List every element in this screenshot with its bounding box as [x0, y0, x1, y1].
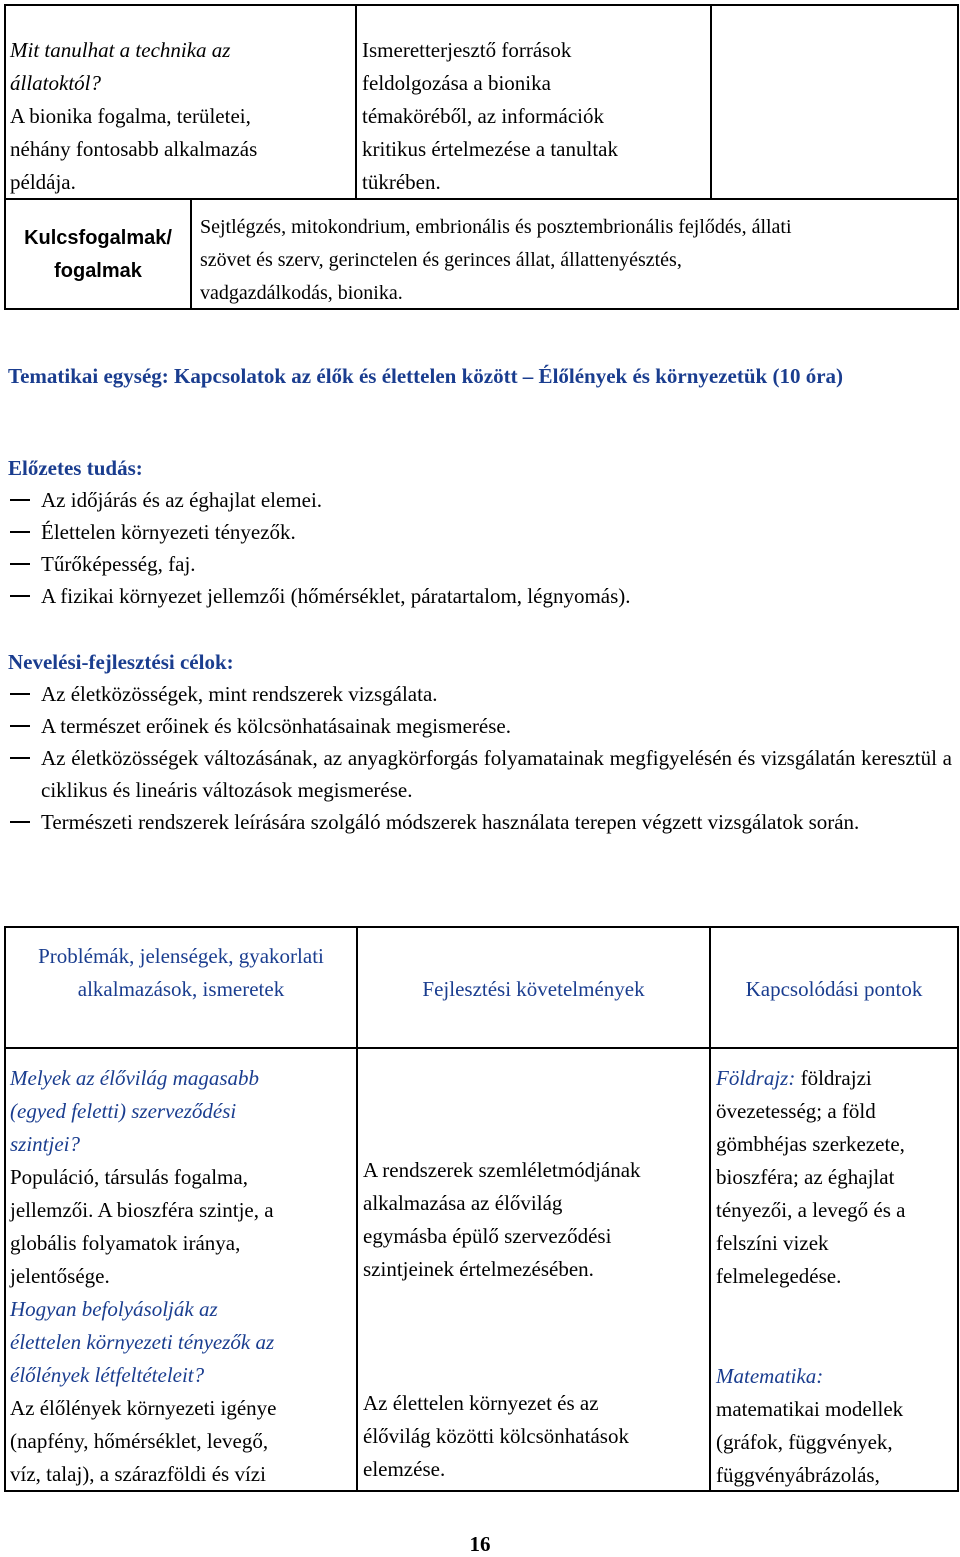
- col1-text: A bionika fogalma, területei, néhány fontosabb alkalmazás példája.: [10, 104, 258, 194]
- divider: [4, 1047, 959, 1049]
- connections-cell: Földrajz: földrajzi övezetesség; a föld gömbhéjas szerkezete, bioszféra; az éghajlat tényezői, a levegő és a felszíni vizek felmelegedése.: [716, 1066, 906, 1288]
- col1-question: Mit tanulhat a technika az állatoktól?: [10, 38, 231, 95]
- goals-section: [8, 646, 952, 838]
- col2-text: Ismeretterjesztő források feldolgozása a bionika témaköréből, az információk kritikus értelmezése a tanultak tükrében.: [362, 38, 618, 194]
- divider: [710, 4, 712, 200]
- prior-knowledge-section: [8, 452, 952, 612]
- list-item: Az életközösségek változásának, az anyagkörforgás folyamatainak megfigyelésén és vizsgálatán keresztül a ciklikus és lineáris változások megismerése.: [8, 742, 952, 806]
- list-item: Tűrőképesség, faj.: [8, 548, 952, 580]
- list-item: Természeti rendszerek leírására szolgáló módszerek használata terepen végzett vizsgálatok során.: [8, 806, 952, 838]
- goals-list: [8, 678, 952, 838]
- header-connections: Kapcsolódási pontok: [745, 977, 923, 1001]
- key-concepts-label: Kulcsfogalmak/ fogalmak: [24, 227, 172, 282]
- page-number: 16: [469, 1532, 491, 1556]
- list-item: Az időjárás és az éghajlat elemei.: [8, 484, 952, 516]
- unit-title: Tematikai egység: Kapcsolatok az élők és élettelen között – Élőlények és környezetük (10 óra): [8, 364, 844, 388]
- requirements-cell-2: Az élettelen környezet és az élővilág közötti kölcsönhatások elemzése.: [363, 1391, 629, 1481]
- list-item: A fizikai környezet jellemzői (hőmérséklet, páratartalom, légnyomás).: [8, 580, 952, 612]
- divider: [709, 926, 711, 1492]
- divider: [190, 198, 192, 310]
- list-item: Élettelen környezeti tényezők.: [8, 516, 952, 548]
- prior-knowledge-heading: Előzetes tudás:: [8, 456, 143, 480]
- requirements-cell-1: A rendszerek szemléletmódjának alkalmazása az élővilág egymásba épülő szerveződési szintjeinek értelmezésében.: [363, 1158, 641, 1281]
- list-item: A természet erőinek és kölcsönhatásainak megismerése.: [8, 710, 952, 742]
- divider: [356, 926, 358, 1492]
- subject-geography: Földrajz:: [716, 1066, 796, 1090]
- subject-math: Matematika:: [716, 1364, 824, 1388]
- connections-cell-math: Matematika: matematikai modellek (gráfok, függvények, függvényábrázolás,: [716, 1360, 903, 1492]
- header-requirements: Fejlesztési követelmények: [422, 977, 645, 1001]
- goals-heading: Nevelési-fejlesztési célok:: [8, 650, 234, 674]
- problems-cell: Melyek az élővilág magasabb (egyed feletti) szerveződési szintjei? Populáció, társulás fogalma, jellemzői. A bioszféra szintje, a globális folyamatok iránya, jelentősége. Hogyan befolyásolják az élettelen környezeti tényezők az élőlények létfeltételeit? Az élőlények környezeti igénye (napfény, hőmérséklet, levegő, víz, talaj), a szárazföldi és vízi: [10, 1066, 277, 1486]
- prior-knowledge-list: [8, 484, 952, 612]
- header-problems: Problémák, jelenségek, gyakorlati alkalmazások, ismeretek: [38, 944, 324, 1001]
- key-concepts-text: Sejtlégzés, mitokondrium, embrionális és posztembrionális fejlődés, állati szövet és szerv, gerinctelen és gerinces állat, állattenyésztés, vadgazdálkodás, bionika.: [200, 216, 792, 304]
- divider: [355, 4, 357, 200]
- list-item: Az életközösségek, mint rendszerek vizsgálata.: [8, 678, 952, 710]
